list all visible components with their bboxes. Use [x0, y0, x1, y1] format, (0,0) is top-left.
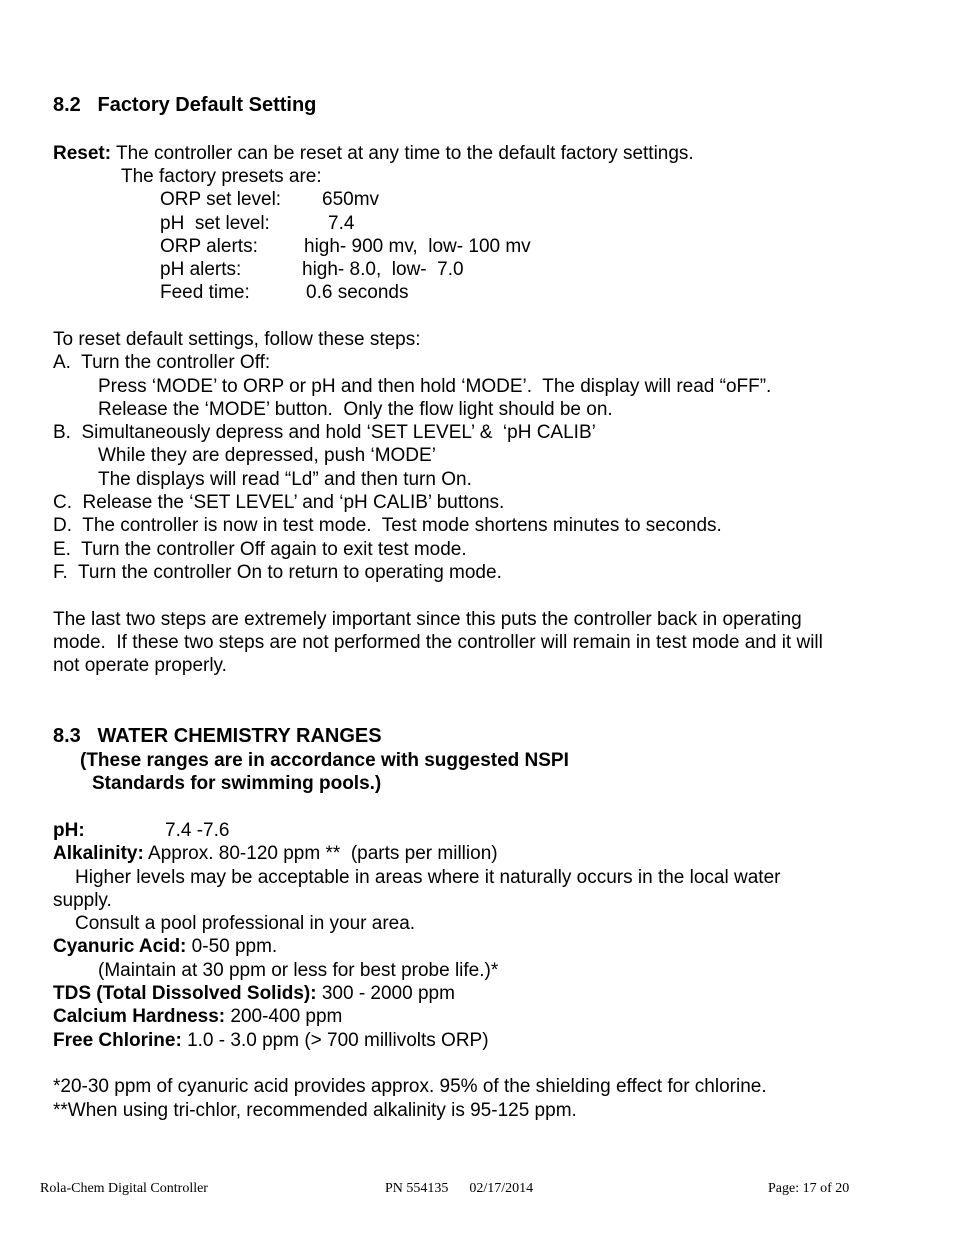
cyanuric-acid-label: Cyanuric Acid:	[53, 936, 187, 957]
preset-value: 650mv	[322, 189, 380, 210]
alkalinity-note-3: Consult a pool professional in your area.	[75, 913, 416, 934]
preset-label: ORP set level:	[160, 189, 282, 210]
step-f: F. Turn the controller On to return to operating mode.	[53, 562, 502, 583]
preset-label: ORP alerts:	[160, 236, 258, 257]
preset-row-feed-time	[160, 281, 408, 304]
step-d: D. The controller is now in test mode. Test mode shortens minutes to seconds.	[53, 515, 722, 536]
preset-row-ph-alerts	[160, 258, 464, 281]
footnote-2: **When using tri-chlor, recommended alkalinity is 95-125 ppm.	[53, 1100, 577, 1121]
preset-row-orp-set	[160, 188, 379, 211]
tds-value: 300 - 2000 ppm	[316, 983, 455, 1004]
step-a-detail-1: Press ‘MODE’ to ORP or pH and then hold ‘MODE’. The display will read “oFF”.	[98, 376, 772, 397]
cyanuric-acid-row	[53, 935, 277, 958]
alkalinity-row	[53, 842, 498, 865]
preset-label: pH alerts:	[160, 259, 242, 280]
free-chlorine-label: Free Chlorine:	[53, 1030, 182, 1051]
section-8-3-heading: 8.3 WATER CHEMISTRY RANGES	[53, 725, 382, 747]
preset-value: 0.6 seconds	[306, 282, 409, 303]
step-b: B. Simultaneously depress and hold ‘SET LEVEL’ & ‘pH CALIB’	[53, 422, 596, 443]
tds-row	[53, 982, 455, 1005]
cyanuric-acid-value: 0-50 ppm.	[186, 936, 278, 957]
ph-value: 7.4 -7.6	[165, 820, 230, 841]
alkalinity-note-1: Higher levels may be acceptable in areas where it naturally occurs in the local water	[75, 867, 781, 888]
step-a-detail-2: Release the ‘MODE’ button. Only the flow light should be on.	[98, 399, 613, 420]
step-b-detail-1: While they are depressed, push ‘MODE’	[98, 445, 436, 466]
preset-row-ph-set	[160, 212, 354, 235]
cyanuric-acid-note: (Maintain at 30 ppm or less for best probe life.)*	[98, 960, 499, 981]
preset-label: Feed time:	[160, 282, 250, 303]
step-b-detail-2: The displays will read “Ld” and then turn On.	[98, 469, 472, 490]
alkalinity-label: Alkalinity:	[53, 843, 144, 864]
ph-label: pH:	[53, 820, 85, 841]
presets-intro: The factory presets are:	[121, 166, 322, 187]
step-c: C. Release the ‘SET LEVEL’ and ‘pH CALIB’ buttons.	[53, 492, 505, 513]
free-chlorine-row	[53, 1029, 489, 1052]
footer-page-number: Page: 17 of 20	[768, 1181, 850, 1196]
preset-row-orp-alerts	[160, 235, 531, 258]
section-8-3-subtitle-2: Standards for swimming pools.)	[92, 773, 382, 794]
reset-label: Reset:	[53, 143, 112, 164]
step-e: E. Turn the controller Off again to exit test mode.	[53, 539, 467, 560]
calcium-hardness-label: Calcium Hardness:	[53, 1006, 226, 1027]
preset-label: pH set level:	[160, 213, 270, 234]
section-8-3-subtitle-1: (These ranges are in accordance with suggested NSPI	[80, 750, 569, 771]
tds-label: TDS (Total Dissolved Solids):	[53, 983, 317, 1004]
free-chlorine-value: 1.0 - 3.0 ppm (> 700 millivolts ORP)	[181, 1030, 489, 1051]
calcium-hardness-row	[53, 1005, 342, 1028]
footnote-1: *20-30 ppm of cyanuric acid provides approx. 95% of the shielding effect for chlorine.	[53, 1076, 767, 1097]
note-line-1: The last two steps are extremely important since this puts the controller back in operating	[53, 609, 802, 630]
steps-intro: To reset default settings, follow these steps:	[53, 329, 421, 350]
footer-part-number-date: PN 554135 02/17/2014	[385, 1181, 534, 1196]
note-line-3: not operate properly.	[53, 655, 227, 676]
preset-value: high- 8.0, low- 7.0	[302, 259, 464, 280]
alkalinity-note-2: supply.	[53, 890, 112, 911]
note-line-2: mode. If these two steps are not performed the controller will remain in test mode and it will	[53, 632, 823, 653]
section-8-2-heading: 8.2 Factory Default Setting	[53, 94, 317, 116]
calcium-hardness-value: 200-400 ppm	[225, 1006, 343, 1027]
preset-value: high- 900 mv, low- 100 mv	[304, 236, 531, 257]
preset-value: 7.4	[328, 213, 355, 234]
reset-paragraph	[53, 142, 694, 165]
reset-text: The controller can be reset at any time to the default factory settings.	[111, 143, 694, 164]
ph-range-row	[53, 819, 229, 842]
footer-document-title: Rola-Chem Digital Controller	[40, 1181, 208, 1196]
alkalinity-value: Approx. 80-120 ppm ** (parts per million)	[143, 843, 498, 864]
step-a: A. Turn the controller Off:	[53, 352, 271, 373]
